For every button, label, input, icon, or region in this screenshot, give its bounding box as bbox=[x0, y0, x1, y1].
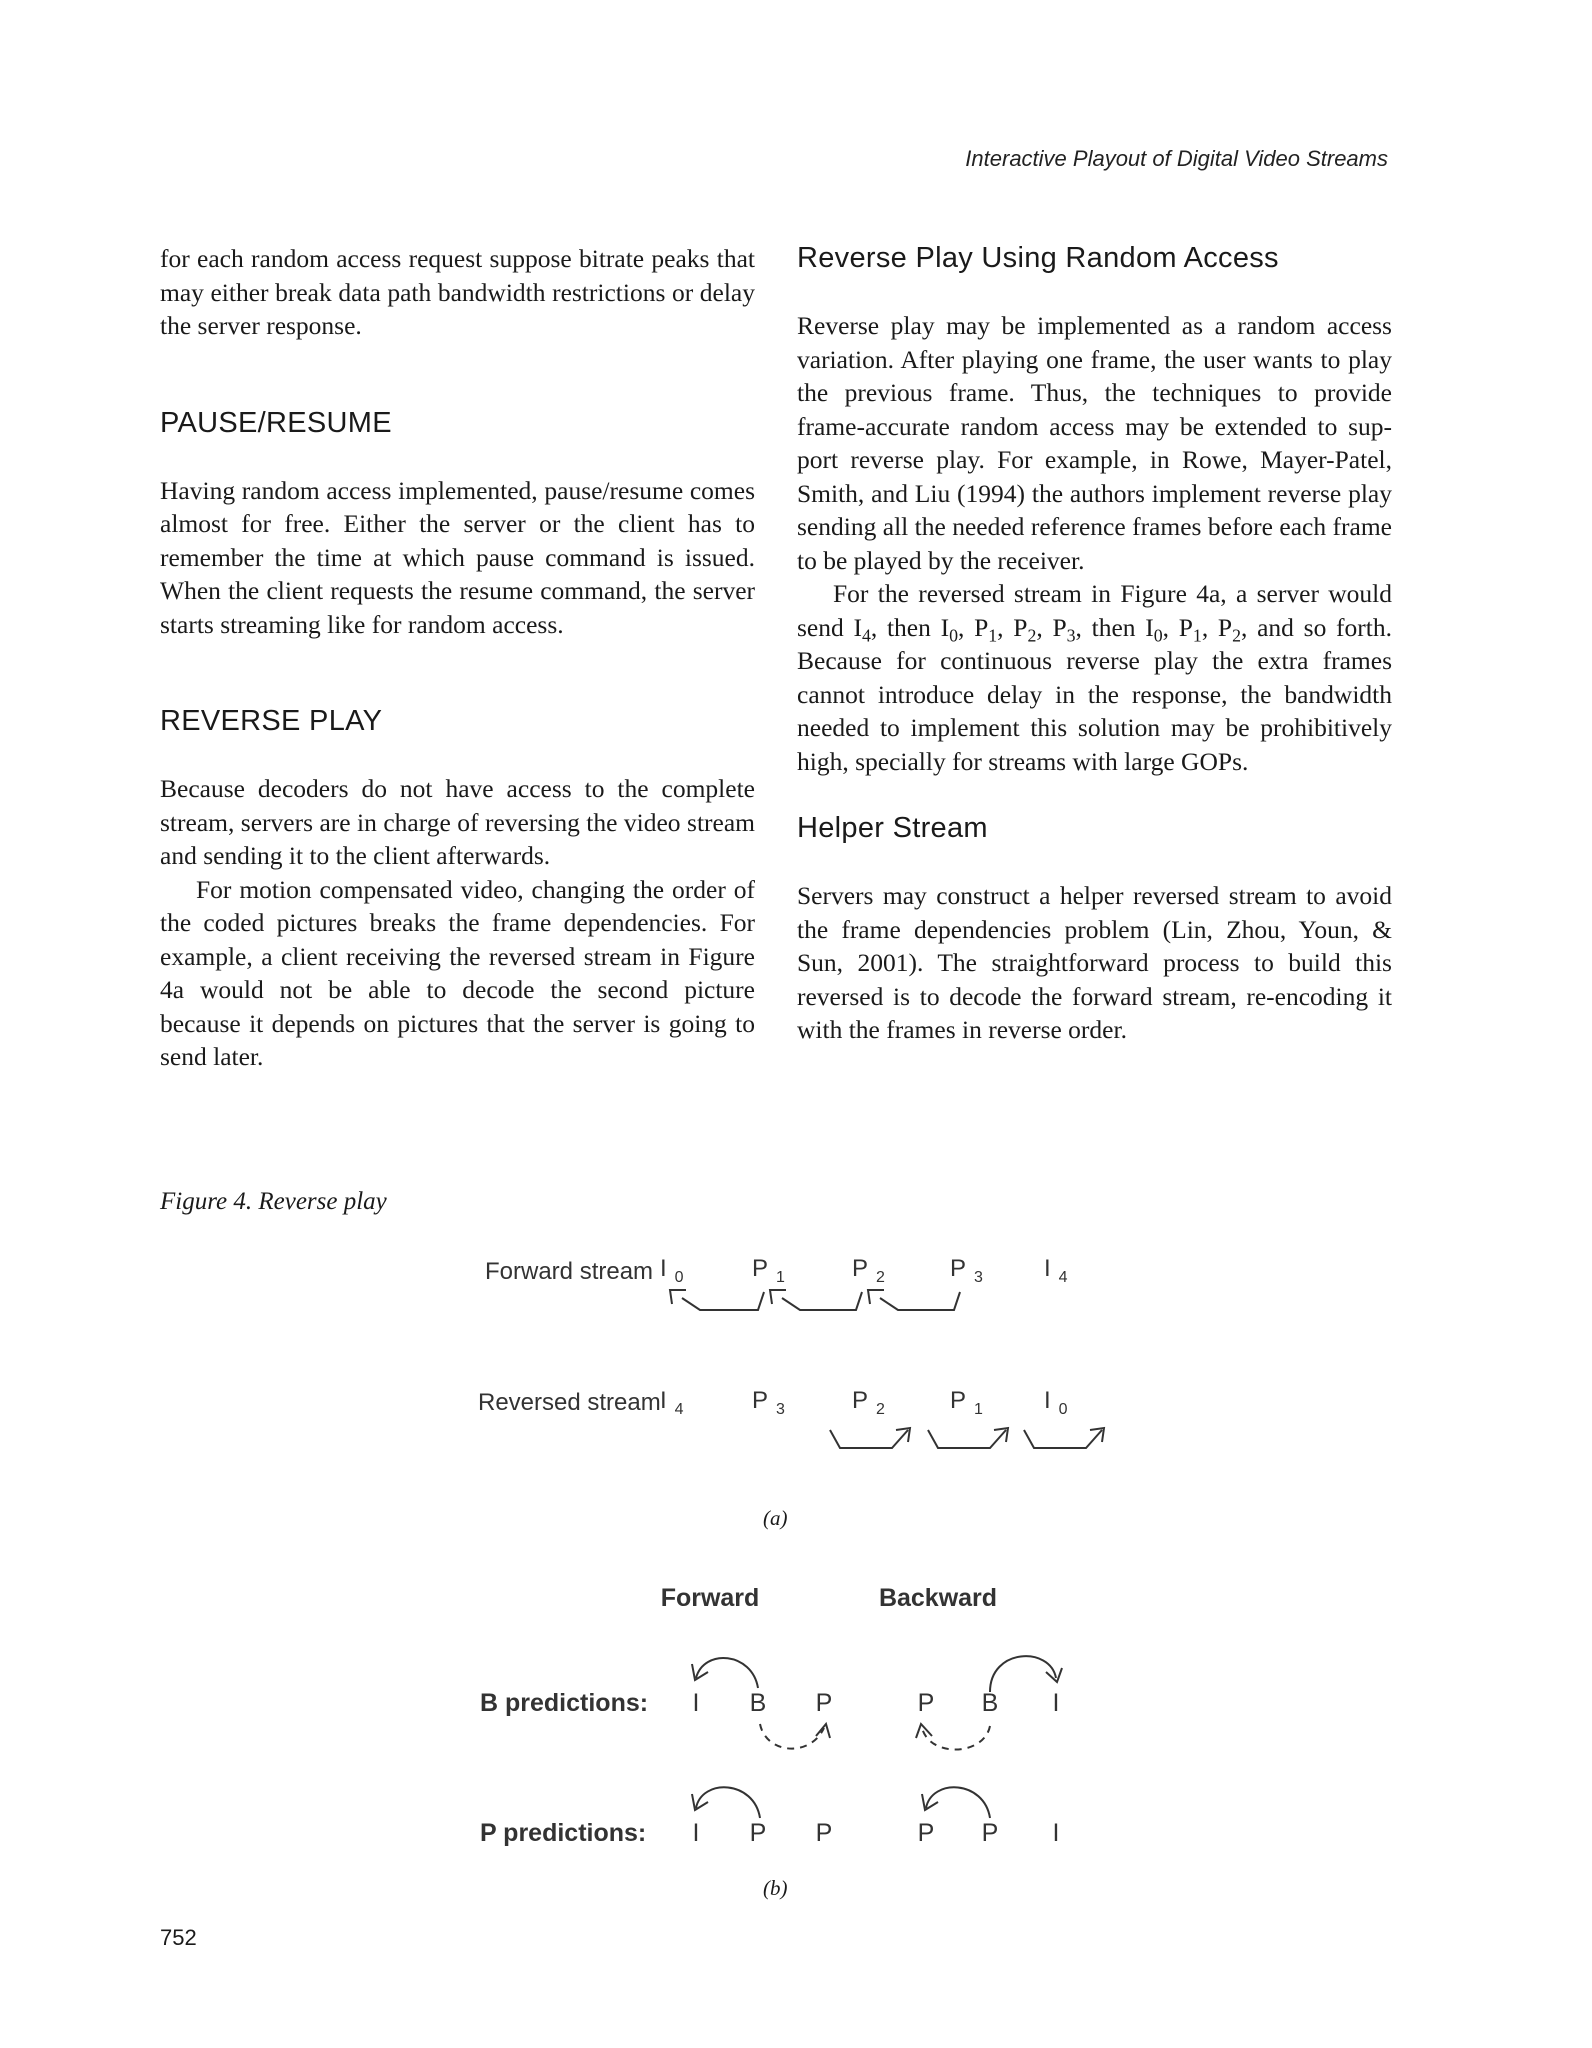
subfigure-a-caption: (a) bbox=[763, 1506, 788, 1530]
heading-reverse-play: REVERSE PLAY bbox=[160, 705, 383, 737]
forward-arrowhead bbox=[770, 1290, 786, 1304]
figure-4b-diagram bbox=[460, 1576, 1080, 1886]
b-prediction-frame: B bbox=[981, 1689, 999, 1717]
reversed-frame: P $_2$ bbox=[852, 1387, 885, 1418]
forward-heading: Forward bbox=[660, 1584, 760, 1612]
reversed-frame: P $_1$ bbox=[950, 1387, 983, 1418]
p-forward-arrowhead bbox=[692, 1794, 708, 1810]
running-head: Interactive Playout of Digital Video Streams bbox=[965, 146, 1388, 171]
b-forward-arrowhead bbox=[692, 1664, 708, 1680]
right-column bbox=[797, 242, 1392, 1047]
b-prediction-frame: P bbox=[917, 1689, 935, 1717]
forward-dependency-arrow bbox=[682, 1292, 764, 1310]
b-prediction-frame: B bbox=[749, 1689, 767, 1717]
forward-frame: I $_4$ bbox=[1044, 1255, 1068, 1286]
b-backward-dashed-arc bbox=[922, 1726, 990, 1750]
paragraph-continued: for each random access request suppose bitrate peaks that may either break data path bandwidth restrictions or delay the server response. bbox=[160, 244, 755, 340]
paragraph-random-2: For the reversed stream in Figure 4a, a server would send $I_4$, then $I_0$, $P_1$, $P_2$, $P_3$, then $I_0$, $P_1$, $P_2$, and so forth. Because for continuous reverse play the extra frames cannot introduce delay in the response, the bandwidth needed to implement this solution may be prohibitively high, specially for streams with large GOPs. bbox=[797, 579, 1392, 776]
heading-random-access: Reverse Play Using Random Access bbox=[797, 242, 1279, 274]
p-backward-arrowhead bbox=[922, 1794, 938, 1810]
paragraph-random-1: Reverse play may be implemented as a random access variation. After playing one frame, the user wants to play the previous frame. Thus, the techniques to provide frame-accurate random access may be extended to sup-port reverse play. For example, in Rowe, Mayer-Patel, Smith, and Liu (1994) the authors implement reverse play sending all the needed reference frames before each frame to be played by the receiver. bbox=[797, 311, 1392, 575]
p-predictions-label: P predictions: bbox=[480, 1819, 647, 1847]
left-column bbox=[160, 242, 755, 1074]
forward-frame: I $_0$ bbox=[660, 1255, 684, 1286]
reversed-frame: P $_3$ bbox=[752, 1387, 785, 1418]
paragraph-reverse-1: Because decoders do not have access to the complete stream, servers are in charge of reversing the video stream and sending it to the client afterwards. bbox=[160, 774, 755, 870]
backward-heading: Backward bbox=[878, 1584, 998, 1612]
b-backward-arc bbox=[990, 1656, 1056, 1692]
forward-frame: P $_3$ bbox=[950, 1255, 983, 1286]
b-prediction-frame: I bbox=[1052, 1689, 1060, 1717]
p-prediction-frame: I bbox=[1052, 1819, 1060, 1847]
paragraph-helper: Servers may construct a helper reversed stream to avoid the frame dependencies problem (Lin, Zhou, Youn, & Sun, 2001). The straightforward process to build this reversed is to decode the forward stream, re-encoding it with the frames in reverse order. bbox=[797, 881, 1392, 1044]
reversed-frame: I $_0$ bbox=[1044, 1387, 1068, 1418]
heading-helper-stream: Helper Stream bbox=[797, 812, 988, 844]
figure-caption: Figure 4. Reverse play bbox=[160, 1188, 387, 1215]
paragraph-pause-resume: Having random access implemented, pause/resume comes almost for free. Either the server or the client has to remember the time at which pause command is issued. When the client requests the resume command, the server starts streaming like for random access. bbox=[160, 475, 755, 639]
p-prediction-frame: P bbox=[981, 1819, 999, 1847]
p-prediction-frame: P bbox=[917, 1819, 935, 1847]
paragraph-reverse-2: For motion compensated video, changing the order of the coded pictures breaks the frame dependencies. For example, a client receiving the reversed stream in Figure 4a would not be able to decode the second picture because it depends on pictures that the server is going to send later. bbox=[160, 874, 755, 1071]
forward-frame: P $_1$ bbox=[752, 1255, 785, 1286]
p-prediction-frame: I bbox=[692, 1819, 700, 1847]
b-predictions-label: B predictions: bbox=[480, 1689, 649, 1717]
figure-4a-diagram bbox=[460, 1240, 1140, 1470]
p-prediction-frame: P bbox=[749, 1819, 767, 1847]
reversed-stream-label: Reversed stream bbox=[478, 1389, 661, 1416]
page-number: 752 bbox=[160, 1925, 197, 1950]
forward-arrowhead bbox=[868, 1290, 884, 1304]
heading-pause-resume: PAUSE/RESUME bbox=[160, 406, 392, 439]
b-forward-dashed-arc bbox=[760, 1724, 824, 1749]
forward-dependency-arrow bbox=[880, 1292, 960, 1310]
b-prediction-frame: I bbox=[692, 1689, 700, 1717]
forward-stream-label: Forward stream bbox=[485, 1258, 654, 1285]
reversed-dependency-arrow bbox=[1024, 1430, 1102, 1448]
forward-dependency-arrow bbox=[782, 1292, 862, 1310]
b-prediction-frame: P bbox=[815, 1689, 833, 1717]
forward-frame: P $_2$ bbox=[852, 1255, 885, 1286]
p-prediction-frame: P bbox=[815, 1819, 833, 1847]
reversed-dependency-arrow bbox=[928, 1430, 1006, 1448]
subfigure-b-caption: (b) bbox=[763, 1876, 788, 1900]
reversed-frame: I $_4$ bbox=[660, 1387, 684, 1418]
reversed-dependency-arrow bbox=[830, 1430, 908, 1448]
